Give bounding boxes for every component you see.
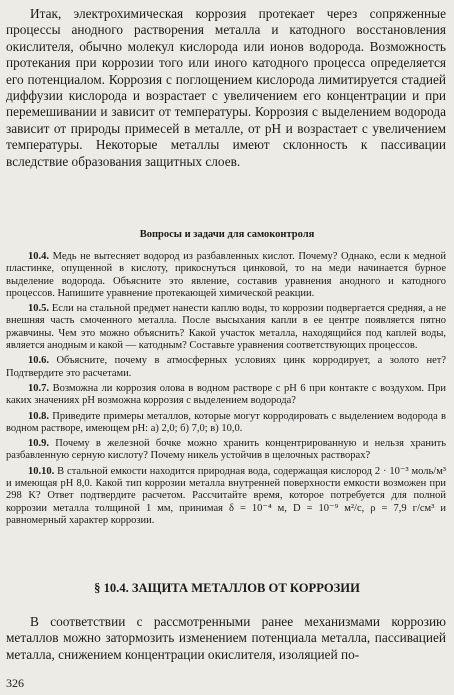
question-text: Если на стальной предмет нанести каплю воды, то коррозии подвергается средняя, а не внешняя часть смоченного металла. После высыхания капли в ее центре появляется пятно ржавчины. Чем это можно объяснить? Какой участок металла, находящийся под каплей воды, является анодным и какой — катодным? Составьте уравнения соответствующих процессов. (6, 303, 446, 352)
question-number: 10.7. (28, 382, 49, 394)
question-item (6, 466, 446, 527)
question-number: 10.10. (28, 465, 55, 477)
questions-list (6, 251, 446, 530)
question-item (6, 251, 446, 300)
question-item (6, 355, 446, 380)
question-text: Приведите примеры металлов, которые могут корродировать с выделением водорода в водном растворе, имеющем pH: а) 2,0; б) 7,0; в) 10,0. (6, 410, 446, 434)
question-number: 10.9. (28, 438, 49, 450)
question-number: 10.6. (28, 355, 49, 367)
question-number: 10.5. (28, 303, 49, 315)
question-item (6, 438, 446, 463)
question-item (6, 411, 446, 436)
question-text: Объясните, почему в атмосферных условиях цинк корродирует, а золото нет? Подтвердите это расчетами. (6, 355, 446, 379)
section-heading: § 10.4. ЗАЩИТА МЕТАЛЛОВ ОТ КОРРОЗИИ (94, 581, 360, 595)
question-number: 10.8. (28, 410, 49, 422)
question-text: Медь не вытесняет водород из разбавленных кислот. Почему? Однако, если к медной пластинке, опущенной в кислоту, прикоснуться цинковой, то на меди начинается бурное выделение водорода. Объясните это явление, составив уравнения анодного и катодного процессов. Напишите уравнение протекающей химической реакции. (6, 251, 446, 299)
question-item (6, 303, 446, 352)
question-text: В стальной емкости находится природная вода, содержащая кислород 2 · 10⁻³ моль/м³ и имеющая pH 8,0. Какой тип коррозии металла внутренней поверхности емкости возможен при 298 K? Ответ подтвердите расчетом. Рассчитайте время, которое потребуется для полной коррозии металла толщиной 1 мм, принимая δ = 10⁻⁴ м, D = 10⁻⁹ м²/с, ρ = 7,9 г/см³ и равномерный характер коррозии. (6, 465, 446, 526)
section-paragraph: В соответствии с рассмотренными ранее механизмами коррозию металлов можно затормозить изменением потенциала металла, пассивацией металла, снижением концентрации окислителя, изоляцией по- (6, 614, 446, 662)
intro-paragraph: Итак, электрохимическая коррозия протекает через сопряженные процессы анодного растворения металла и катодного восстановления окислителя, обычно молекул кислорода или ионов водорода. Возможность протекания при коррозии того или иного катодного процесса определяется его потенциалом. Коррозия с поглощением кислорода лимитируется стадией диффузии кислорода и возрастает с увеличением его концентрации и при перемешивании и зависит от температуры. Коррозия с выделением водорода зависит от природы примесей в металле, от pH и возрастает с увеличением температуры. Некоторые металлы имеют склонность к пассивации вследствие образования защитных слоев. (6, 6, 446, 169)
question-item (6, 383, 446, 408)
question-number: 10.4. (28, 251, 49, 262)
question-text: Почему в железной бочке можно хранить концентрированную и нельзя хранить разбавленную серную кислоту? Почему никель устойчив в щелочных растворах? (6, 438, 446, 462)
question-text: Возможна ли коррозия олова в водном растворе с pH 6 при контакте с воздухом. При каких значениях pH возможна коррозия с выделением водорода? (6, 382, 447, 407)
page-number: 326 (6, 676, 24, 690)
questions-heading: Вопросы и задачи для самоконтроля (139, 229, 315, 240)
